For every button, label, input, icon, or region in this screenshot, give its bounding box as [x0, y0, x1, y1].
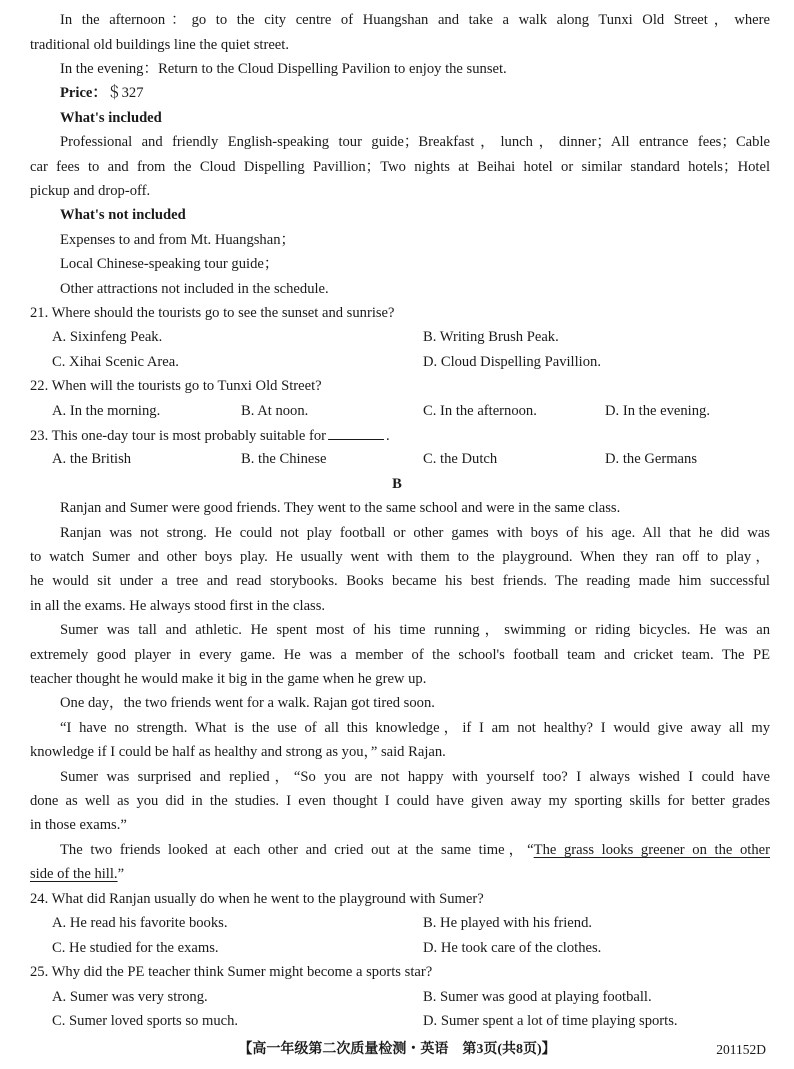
price-label: Price：: [60, 85, 107, 101]
q23-stem-end: .: [386, 428, 390, 444]
question-22-stem: 22. When will the tourists go to Tunxi Old Street?: [30, 378, 322, 394]
not-included-heading: What's not included: [60, 207, 186, 223]
b-para-3-line-2: extremely good player in every game. He was a member of the school's football team and cricket team. The PE: [30, 647, 770, 663]
q23-option-c: C. the Dutch: [423, 451, 498, 467]
section-b-heading: B: [392, 476, 402, 492]
q25-option-b: B. Sumer was good at playing football.: [423, 989, 652, 1005]
q21-option-d: D. Cloud Dispelling Pavillion.: [423, 354, 601, 370]
q21-option-c: C. Xihai Scenic Area.: [52, 354, 179, 370]
b-para-5-line-1: “I have no strength. What is the use of all this knowledge，if I am not healthy? I would give away all my: [60, 720, 770, 736]
question-23-stem: [30, 425, 770, 445]
b-para-4: One day，the two friends went for a walk. Rajan got tired soon.: [60, 695, 435, 711]
q24-option-a: A. He read his favorite books.: [52, 915, 228, 931]
b-para-3-line-1: Sumer was tall and athletic. He spent most of his time running，swimming or riding bicycles. He was an: [60, 622, 770, 638]
exam-code: 201152D: [716, 1042, 766, 1057]
b-para-7-text: The two friends looked at each other and cried out at the same time，“: [60, 842, 534, 858]
afternoon-line-2: traditional old buildings line the quiet street.: [30, 37, 289, 53]
b-para-2-line-2: to watch Sumer and other boys play. He usually went with them to the playground. When they ran off to play，: [30, 549, 770, 565]
b-para-6-line-1: Sumer was surprised and replied，“So you are not happy with yourself too? I always wished I could have: [60, 769, 770, 785]
b-para-1: Ranjan and Sumer were good friends. They went to the same school and were in the same class.: [60, 500, 621, 516]
included-line-2: car fees to and from the Cloud Dispelling Pavillion；Two nights at Beihai hotel or similar standard hotels；Hotel: [30, 159, 770, 175]
q23-option-a: A. the British: [52, 451, 132, 467]
b-para-6-line-3: in those exams.”: [30, 817, 127, 833]
q24-option-c: C. He studied for the exams.: [52, 940, 219, 956]
q21-option-a: A. Sixinfeng Peak.: [52, 329, 163, 345]
q22-option-a: A. In the morning.: [52, 403, 161, 419]
q21-option-b: B. Writing Brush Peak.: [423, 329, 559, 345]
q24-option-d: D. He took care of the clothes.: [423, 940, 602, 956]
underlined-phrase-part-2: side of the hill.: [30, 866, 118, 882]
question-24-stem: 24. What did Ranjan usually do when he went to the playground with Sumer?: [30, 891, 484, 907]
afternoon-line-1: In the afternoon：go to the city centre of Huangshan and take a walk along Tunxi Old Street，where: [60, 12, 770, 28]
q25-option-d: D. Sumer spent a lot of time playing sports.: [423, 1013, 678, 1029]
included-line-1: Professional and friendly English-speaking tour guide；Breakfast，lunch，dinner；All entrance fees；Cable: [60, 134, 770, 150]
page-footer: 【高一年级第二次质量检测・英语 第3页(共8页)】: [238, 1042, 556, 1057]
evening-line: In the evening：Return to the Cloud Dispelling Pavilion to enjoy the sunset.: [60, 61, 507, 77]
included-line-3: pickup and drop-off.: [30, 183, 151, 199]
b-para-5-line-2: knowledge if I could be half as healthy and strong as you，” said Rajan.: [30, 744, 446, 760]
q22-option-c: C. In the afternoon.: [423, 403, 537, 419]
b-para-7-line-1: [60, 840, 770, 860]
q25-option-a: A. Sumer was very strong.: [52, 989, 208, 1005]
b-para-2-line-3: he would sit under a tree and read storybooks. Books became his best friends. The reading made him successful: [30, 573, 770, 589]
q23-option-d: D. the Germans: [605, 451, 697, 467]
b-para-3-line-3: teacher thought he would make it big in the game when he grew up.: [30, 671, 427, 687]
price-value: ＄327: [107, 85, 144, 101]
q24-option-b: B. He played with his friend.: [423, 915, 593, 931]
q23-stem-text: 23. This one-day tour is most probably suitable for: [30, 428, 327, 444]
included-heading: What's included: [60, 110, 162, 126]
not-included-line-2: Local Chinese-speaking tour guide；: [60, 256, 279, 272]
b-para-6-line-2: done as well as you did in the studies. I even thought I could have given away my sporting skills for better grades: [30, 793, 770, 809]
b-para-2-line-4: in all the exams. He always stood first in the class.: [30, 598, 326, 614]
q22-option-b: B. At noon.: [241, 403, 309, 419]
not-included-line-1: Expenses to and from Mt. Huangshan；: [60, 232, 296, 248]
b-para-7-end: ”: [117, 866, 125, 882]
b-para-2-line-1: Ranjan was not strong. He could not play football or other games with boys of his age. All that he did was: [60, 525, 770, 541]
b-para-7-line-2: [30, 864, 770, 884]
not-included-line-3: Other attractions not included in the schedule.: [60, 281, 329, 297]
price-line: [60, 83, 770, 103]
q25-option-c: C. Sumer loved sports so much.: [52, 1013, 239, 1029]
answer-blank: [328, 425, 384, 440]
question-21-stem: 21. Where should the tourists go to see the sunset and sunrise?: [30, 305, 395, 321]
question-25-stem: 25. Why did the PE teacher think Sumer might become a sports star?: [30, 964, 433, 980]
q23-option-b: B. the Chinese: [241, 451, 327, 467]
q22-option-d: D. In the evening.: [605, 403, 710, 419]
underlined-phrase-part-1: The grass looks greener on the other: [533, 842, 770, 858]
